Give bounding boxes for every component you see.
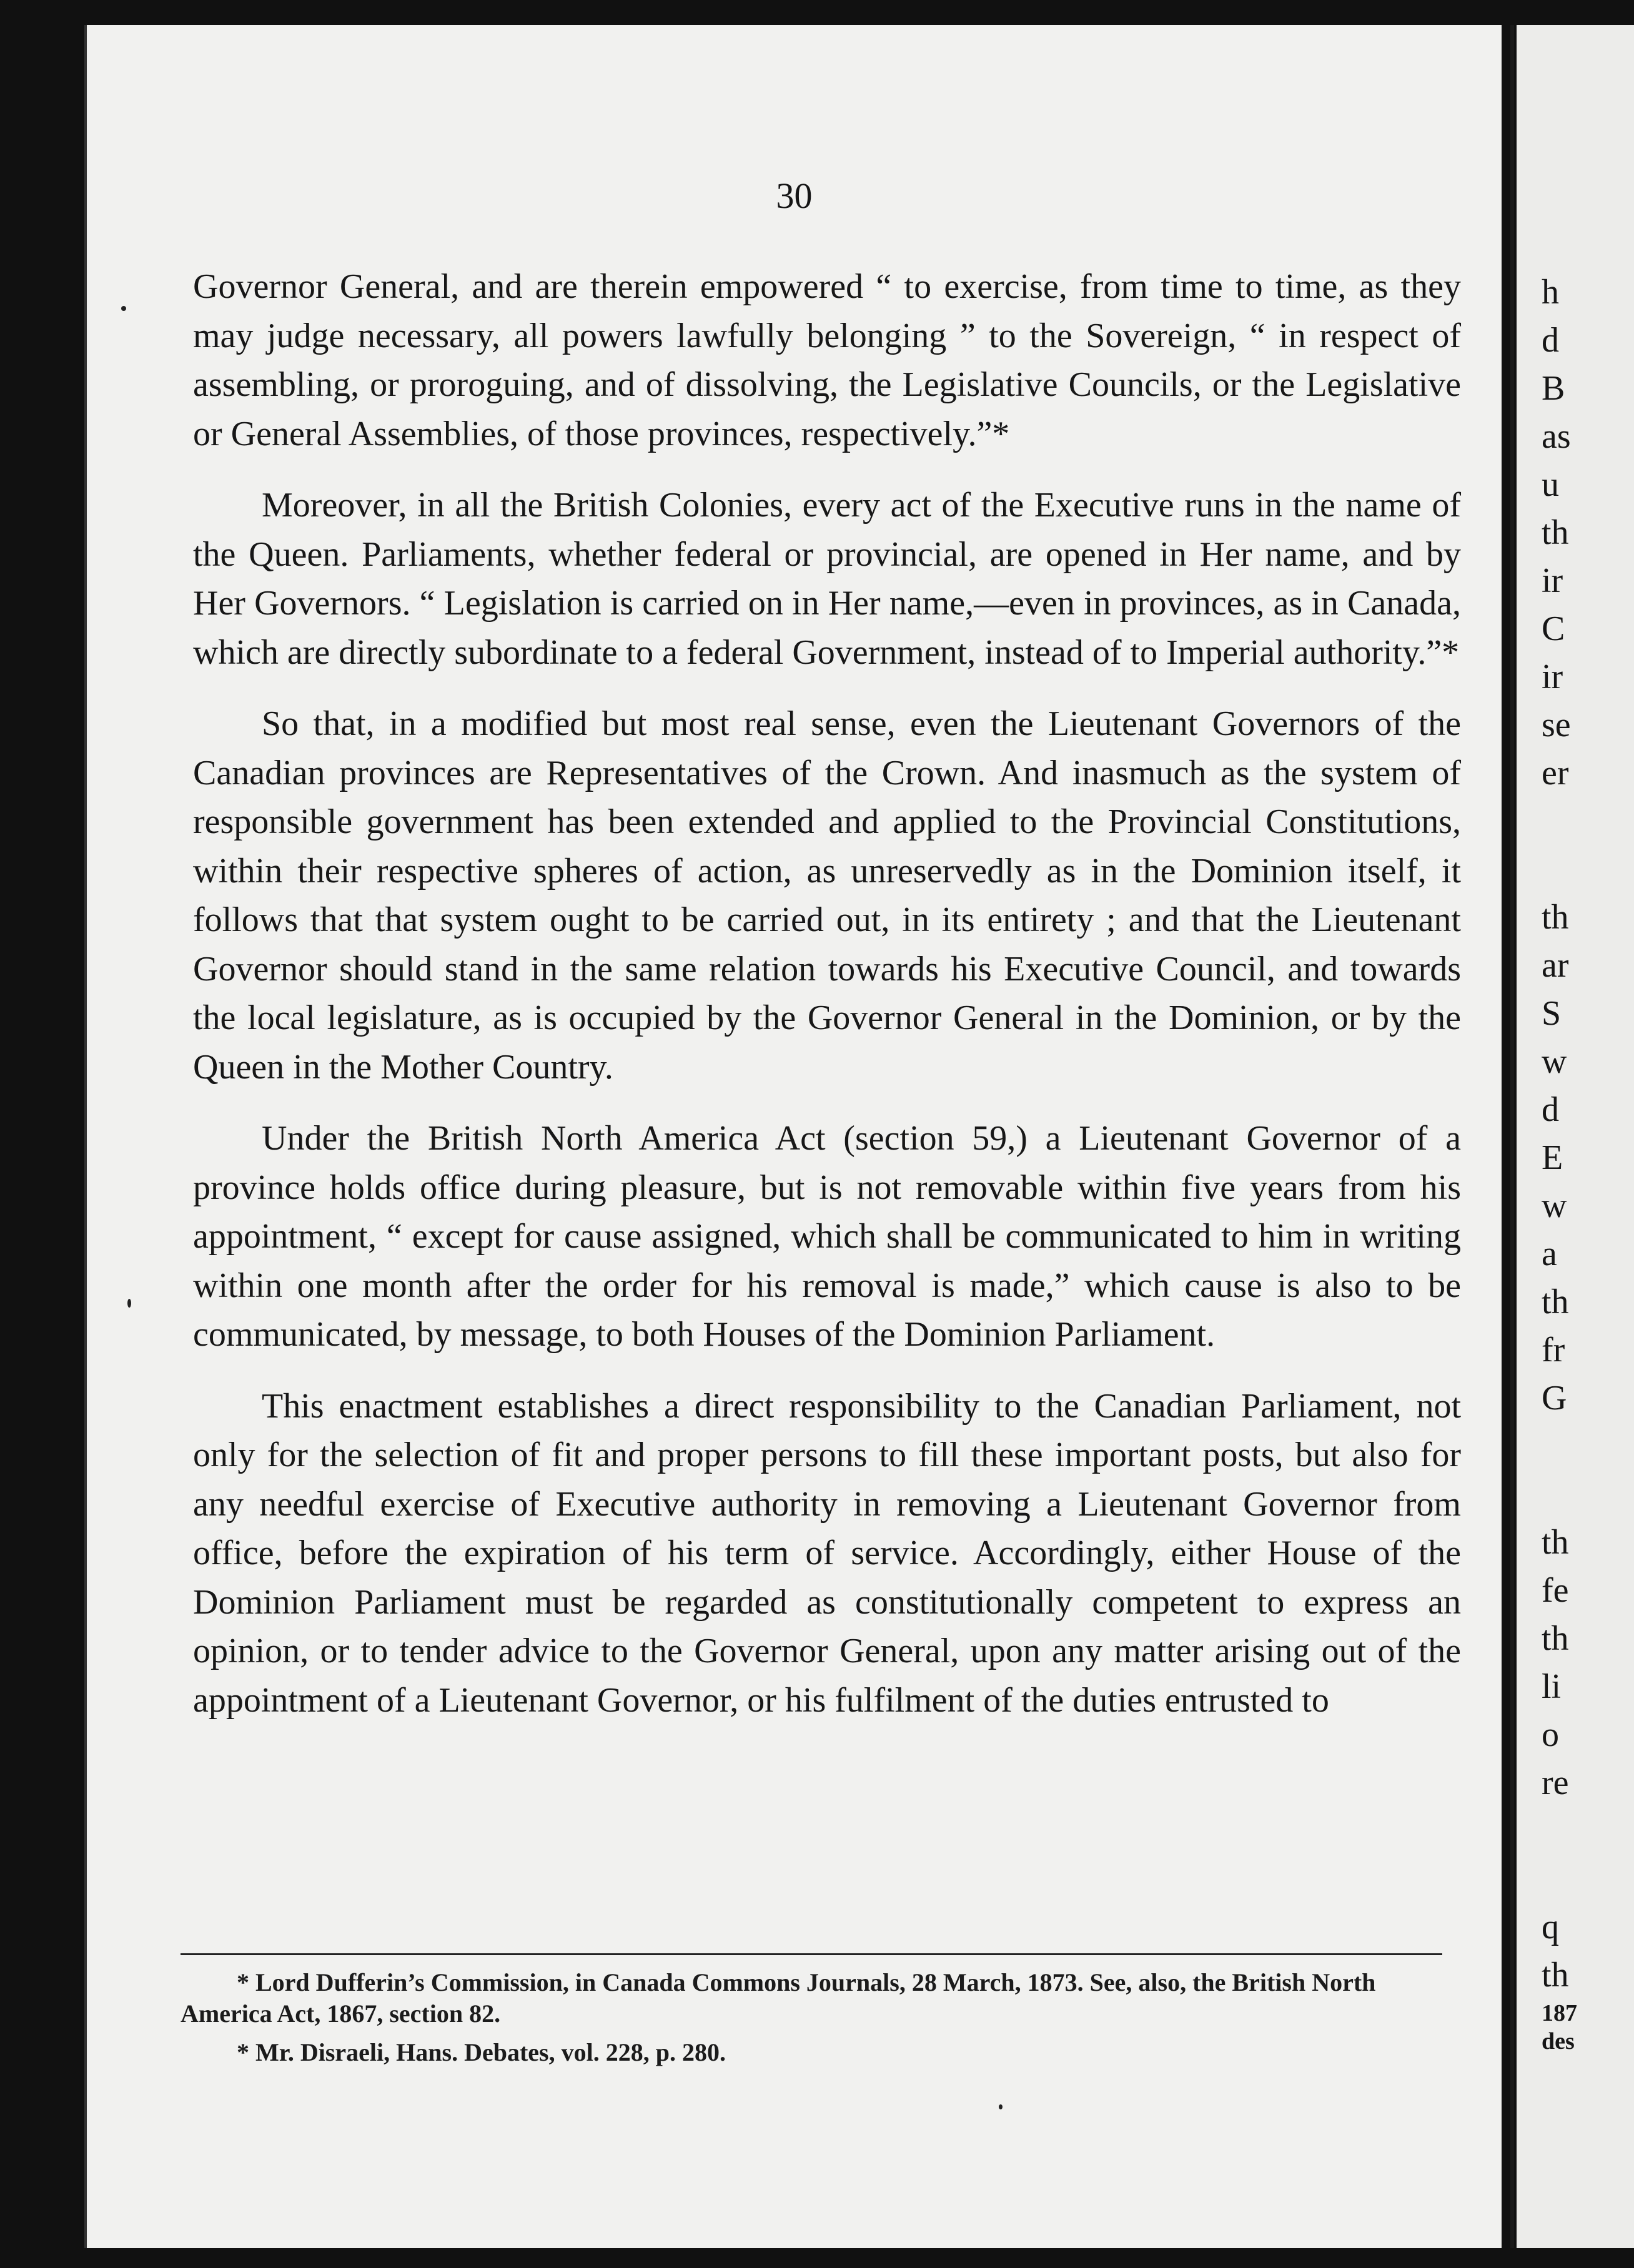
adjacent-page-fragment: u [1542,465,1559,504]
adjacent-page-fragment: h [1542,273,1559,312]
footnote-2: * Mr. Disraeli, Hans. Debates, vol. 228, p. 280. [237,2038,726,2066]
adjacent-page-fragment: th [1542,1523,1569,1562]
paragraph-4: Under the British North America Act (section 59,) a Lieutenant Governor of a province holds office during pleasure, but is not removable within five years from his appointment, “ except for cause assigned, which shall be communicated to him in writing within one month after the order for his removal is made,” which cause is also to be communicated, by message, to both Houses of the Dominion Parliament. [193,1119,1461,1354]
adjacent-page-fragment: B [1542,369,1565,408]
footnotes [181,1967,1448,2076]
book-page [84,25,1502,2248]
adjacent-page-fragment [1542,1422,1577,1519]
scan-speck [121,306,126,311]
adjacent-page-fragment: th [1542,898,1569,937]
adjacent-page-fragment: S [1542,994,1562,1033]
adjacent-page-fragment: li [1542,1667,1562,1706]
footnote-1: * Lord Dufferin’s Commission, in Canada Commons Journals, 28 March, 1873. See, also, the British North America Act, 1867, section 82. [181,1968,1376,2028]
adjacent-page-fragment: des [1542,2028,1575,2054]
adjacent-page-fragment [1542,797,1577,894]
paragraph-1: Governor General, and are therein empowered “ to exercise, from time to time, as they may judge necessary, all powers lawfully belonging ” to the Sovereign, “ in respect of assembling, or proroguing, and of dissolving, the Legislative Councils, or the Legislative or General Assemblies, of those provinces, respectively.”* [193,267,1461,453]
adjacent-page-fragment [1542,1807,1577,1903]
paragraph-3: So that, in a modified but most real sense, even the Lieutenant Governors of the Canadian provinces are Representatives of the Crown. And inasmuch as the system of responsible government has been extended and applied to the Provincial Constitutions, within their respective spheres of action, as unreservedly as in the Dominion itself, it follows that that system ought to be carried out, in its entirety ; and that the Lieutenant Governor should stand in the same relation towards his Executive Council, and towards the local legislature, as is occupied by the Governor General in the Dominion, or by the Queen in the Mother Country. [193,704,1461,1087]
paragraph-2: Moreover, in all the British Colonies, every act of the Executive runs in the name of the Queen. Parliaments, whether federal or provincial, are opened in Her name, and by Her Governors. “ Legislation is carried on in Her name,—even in provinces, as in Canada, which are directly subordinate to a federal Government, instead of to Imperial authority.”* [193,486,1461,672]
paragraph-5: This enactment establishes a direct responsibility to the Canadian Parliament, not only for the selection of fit and proper persons to fill these important posts, but also for any needful exercise of Executive authority in removing a Lieutenant Governor from office, before the expiration of his term of service. Accordingly, either House of the Dominion Parliament must be regarded as constitutionally competent to express an opinion, or to tender advice to the Governor General, upon any matter arising out of the appointment of a Lieutenant Governor, or his fulfilment of the duties entrusted to [193,1386,1461,1720]
adjacent-page-fragment: th [1542,1619,1569,1658]
adjacent-page-fragment: se [1542,706,1571,744]
adjacent-page-fragment: fr [1542,1331,1565,1369]
adjacent-page-edge [1517,25,1634,2248]
adjacent-page-fragment: d [1542,1090,1559,1129]
page-gutter [1510,25,1514,2248]
adjacent-page-fragment: w [1542,1042,1567,1081]
footnote-divider [181,1953,1442,1955]
adjacent-page-fragment: w [1542,1186,1567,1225]
adjacent-page-fragment: E [1542,1138,1563,1177]
page-number: 30 [776,175,813,216]
adjacent-page-fragment: ir [1542,658,1563,696]
scan-speck [127,1299,131,1308]
adjacent-page-fragment: th [1542,1956,1569,1994]
adjacent-page-fragment: d [1542,321,1559,360]
adjacent-page-fragment: er [1542,754,1569,792]
adjacent-page-text [1542,269,1577,2056]
adjacent-page-fragment: fe [1542,1571,1569,1610]
adjacent-page-fragment: as [1542,417,1571,456]
adjacent-page-fragment: G [1542,1379,1567,1418]
adjacent-page-fragment: re [1542,1763,1569,1802]
adjacent-page-fragment: o [1542,1715,1559,1754]
adjacent-page-fragment: th [1542,1283,1569,1321]
scan-speck [999,2104,1003,2109]
adjacent-page-fragment: ir [1542,561,1563,600]
adjacent-page-fragment: a [1542,1235,1557,1273]
adjacent-page-fragment: ar [1542,946,1569,985]
adjacent-page-fragment: q [1542,1908,1559,1946]
body-text [193,262,1461,1747]
adjacent-page-fragment: th [1542,513,1569,552]
adjacent-page-fragment: C [1542,609,1565,648]
adjacent-page-fragment: 187 [1542,2000,1577,2026]
